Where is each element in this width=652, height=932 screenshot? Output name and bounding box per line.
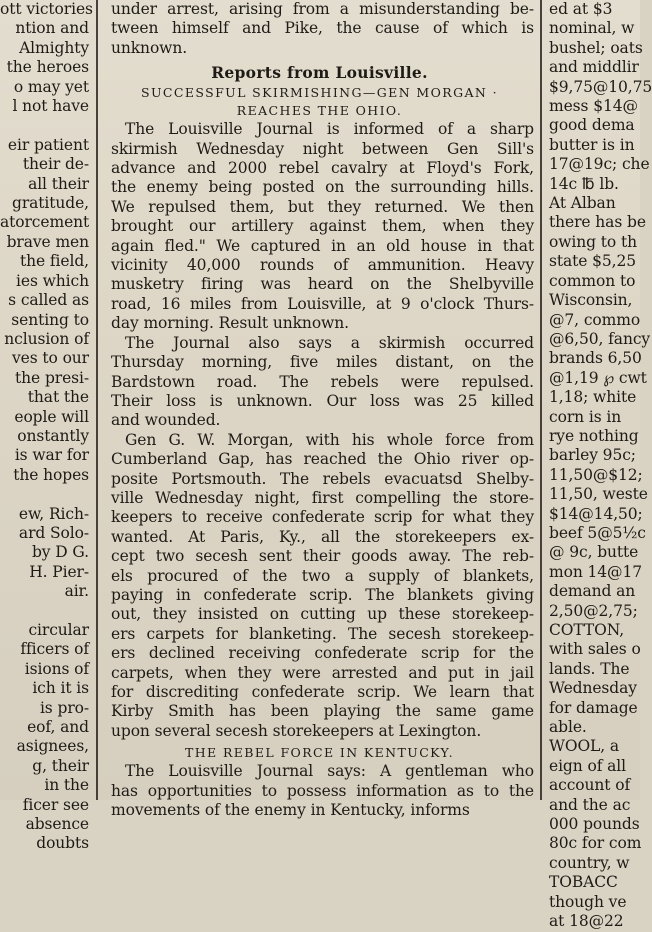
paragraph-line: els procured of the two a supply of blankets, [111, 566, 534, 585]
column-rule-right [540, 0, 542, 800]
right-column-line: owing to th [549, 232, 637, 251]
left-column-line: the heroes [6, 58, 89, 77]
subheading-line: REACHES THE OHIO. [236, 103, 403, 119]
left-column-line: their de- [22, 155, 89, 174]
left-column-line: nclusion of [4, 329, 89, 348]
left-column-line: ntion and [15, 19, 89, 38]
left-column-line [0, 485, 93, 504]
paragraph-line: Thursday morning, five miles distant, on the [111, 353, 534, 372]
left-column-line: ves to our [11, 349, 89, 368]
right-column-line: $14@14,50; [549, 504, 643, 523]
intro-line: unknown. [111, 38, 188, 57]
paragraph-line: musketry firing was heard on the Shelbyville [111, 275, 534, 294]
left-column-line: absence [25, 815, 89, 834]
left-column-line: ew, Rich- [18, 504, 89, 523]
right-column-line: 11,50, weste [549, 485, 648, 504]
paragraph-line: cept two secesh sent their goods away. The reb- [111, 547, 534, 566]
right-column-line: ed at $3 [549, 0, 613, 18]
paragraph-line: brought our artillery against them, when they [111, 217, 534, 236]
paragraph-line: has opportunities to possess information as to the [111, 781, 534, 800]
paragraph-line: ville Wednesday night, first compelling the store- [111, 488, 534, 507]
right-column-line: COTTON, [549, 621, 625, 639]
right-column-line: beef 5@5½c [549, 523, 646, 542]
column-rule-left [96, 0, 98, 800]
paragraph-line: road, 16 miles from Louisville, at 9 o'clock Thurs- [111, 294, 534, 313]
left-column-line: eir patient [7, 135, 89, 154]
middle-column [103, 0, 536, 820]
left-column-line: all their [28, 174, 89, 193]
right-column-line: at 18@22 [549, 912, 624, 931]
left-column-line: the presi- [15, 368, 89, 387]
right-column-line: mess $14@ [549, 97, 638, 116]
paragraph-line: The Louisville Journal is informed of a sharp [125, 120, 534, 139]
paragraph-line: advance and 2000 rebel cavalry at Floyd's Fork, [111, 159, 534, 178]
left-column-line: senting to [11, 310, 89, 329]
intro-line: under arrest, arising from a misunderstanding be- [111, 0, 534, 18]
right-column-line: @ 9c, butte [549, 543, 639, 562]
intro-text [103, 0, 536, 58]
paragraph-line: ers carpets for blanketing. The secesh storekeep- [111, 624, 534, 643]
right-column-line: there has be [549, 213, 646, 232]
right-column-line: 2,50@2,75; [549, 601, 638, 620]
left-column [0, 0, 93, 853]
left-column-line: ich it is [32, 679, 89, 698]
right-column-line: able. [549, 718, 587, 737]
right-column-line: good dema [549, 116, 635, 135]
right-column-line: TOBACC [549, 873, 618, 892]
article-heading: Reports from Louisville. [211, 63, 428, 83]
paragraph-line: Kirby Smith has been playing the same game [111, 702, 534, 721]
left-column-line: is war for [14, 446, 89, 465]
left-column-line: g, their [32, 756, 89, 775]
right-column-line: nominal, w [549, 19, 635, 38]
right-column-line: WOOL, a [549, 737, 620, 756]
paragraph-line: carpets, when they were arrested and put in jail [111, 663, 534, 682]
right-column-line: 14c ℔ lb. [549, 174, 619, 193]
section-heading: THE REBEL FORCE IN KENTUCKY. [185, 745, 454, 761]
left-column-line: circular [28, 621, 89, 639]
paragraph-3 [103, 431, 536, 742]
paragraph-line: movements of the enemy in Kentucky, informs [111, 801, 470, 820]
left-column-line: asignees, [16, 737, 89, 756]
paragraph-line: posite Portsmouth. The rebels evacuatsd Shelby- [111, 469, 534, 488]
right-column-line: though ve [549, 892, 627, 911]
left-column-line: ficer see [22, 795, 89, 814]
left-column-line: o may yet [13, 77, 89, 96]
left-column-line: fficers of [20, 640, 89, 659]
right-column-line: Wisconsin, [549, 291, 633, 310]
left-column-line [0, 116, 93, 135]
left-column-line: l not have [12, 97, 89, 116]
right-column-line: demand an [549, 582, 636, 601]
paragraph-line: again fled." We captured in an old house in that [111, 236, 534, 255]
right-column-line: country, w [549, 853, 630, 872]
right-column-line: state $5,25 [549, 252, 637, 271]
paragraph-line: skirmish Wednesday night between Gen Sill's [111, 139, 534, 158]
left-column-line: the hopes [13, 465, 89, 484]
left-column-line: ott victories [0, 0, 93, 18]
left-column-line: ies which [16, 271, 89, 290]
right-column-line: account of [549, 776, 631, 795]
right-column-line: @7, commo [549, 310, 641, 329]
paragraph-2 [103, 334, 536, 431]
paragraph-1 [103, 120, 536, 333]
right-column-line: mon 14@17 [549, 562, 642, 581]
paragraph-line: Bardstown road. The rebels were repulsed. [111, 372, 534, 391]
paragraph-line: ers declined receiving confederate scrip for the [111, 644, 534, 663]
left-column-line: is pro- [39, 698, 89, 717]
paragraph-line: The Journal also says a skirmish occurred [125, 333, 534, 352]
left-column-line: s called as [8, 291, 89, 310]
left-column-line: brave men [6, 232, 89, 251]
left-column-line [0, 602, 93, 621]
right-column-line: 17@19c; che [549, 155, 650, 174]
article-subheading [103, 84, 536, 120]
right-column-line: and middlir [549, 58, 639, 77]
left-column-line: doubts [36, 834, 89, 853]
paragraph-line: We repulsed them, but they returned. We then [111, 197, 534, 216]
right-column-line: common to [549, 271, 636, 290]
paragraph-line: The Louisville Journal says: A gentleman who [125, 762, 534, 781]
left-column-line: eof, and [27, 718, 89, 737]
left-column-line: Almighty [19, 38, 89, 57]
right-column-line: barley 95c; [549, 446, 636, 465]
left-column-line: ard Solo- [18, 523, 89, 542]
right-column-line: and the ac [549, 795, 631, 814]
right-column-line: $9,75@10,75 [549, 77, 652, 96]
paragraph-line: upon several secesh storekeepers at Lexington. [111, 721, 482, 740]
paragraph-line: vicinity 40,000 rounds of ammunition. Heavy [111, 256, 534, 275]
right-column-line: Wednesday [549, 679, 637, 698]
paragraph-line: the enemy being posted on the surrounding hills. [111, 178, 534, 197]
right-column-line: 000 pounds [549, 815, 640, 834]
paragraph-line: and wounded. [111, 411, 221, 430]
left-column-line: onstantly [17, 426, 89, 445]
left-column-line: gratitude, [12, 194, 89, 213]
paragraph-line: keepers to receive confederate scrip for what they [111, 508, 534, 527]
paragraph-line: paying in confederate scrip. The blankets giving [111, 585, 534, 604]
paragraph-line: day morning. Result unknown. [111, 314, 349, 333]
paragraph-line: Cumberland Gap, has reached the Ohio river op- [111, 450, 534, 469]
intro-line: tween himself and Pike, the cause of which is [111, 19, 534, 38]
right-column-line: brands 6,50 [549, 349, 642, 368]
paragraph-line: Their loss is unknown. Our loss was 25 killed [111, 391, 534, 410]
right-column-line: @6,50, fancy [549, 329, 651, 348]
left-column-line: in the [44, 776, 89, 795]
left-column-line: the field, [20, 252, 89, 271]
right-column-line: 80c for com [549, 834, 642, 853]
right-column-line: rye nothing [549, 426, 639, 445]
right-column-line: with sales o [549, 640, 641, 659]
paragraph-line: for discrediting confederate scrip. We learn that [111, 683, 534, 701]
paragraph-4 [103, 762, 536, 820]
right-column-line: @1,19 ℘ cwt [549, 368, 647, 387]
paragraph-line: Gen G. W. Morgan, with his whole force from [125, 430, 534, 449]
right-column-line: 1,18; white [549, 388, 637, 407]
left-column-line: that the [27, 388, 89, 407]
left-column-line: isions of [24, 659, 89, 678]
right-column-line: corn is in [549, 407, 622, 426]
right-column-line: bushel; oats [549, 38, 643, 57]
right-column-line: lands. The [549, 659, 630, 678]
right-column-line: At Alban [549, 194, 616, 213]
right-column [546, 0, 652, 931]
paragraph-line: wanted. At Paris, Ky., all the storekeepers ex- [111, 527, 534, 546]
right-column-line: 11,50@$12; [549, 465, 643, 484]
right-column-line: butter is in [549, 135, 635, 154]
paragraph-line: out, they insisted on cutting up these storekeep- [111, 605, 534, 624]
left-column-line: atorcement [0, 213, 90, 232]
right-column-line: eign of all [549, 756, 627, 775]
left-column-line: eople will [14, 407, 89, 426]
subheading-line: SUCCESSFUL SKIRMISHING—GEN MORGAN · [141, 85, 498, 101]
right-column-line: for damage [549, 698, 638, 717]
left-column-line: H. Pier- [29, 562, 89, 581]
left-column-line: air. [64, 582, 89, 601]
left-column-line: by D G. [31, 543, 89, 562]
